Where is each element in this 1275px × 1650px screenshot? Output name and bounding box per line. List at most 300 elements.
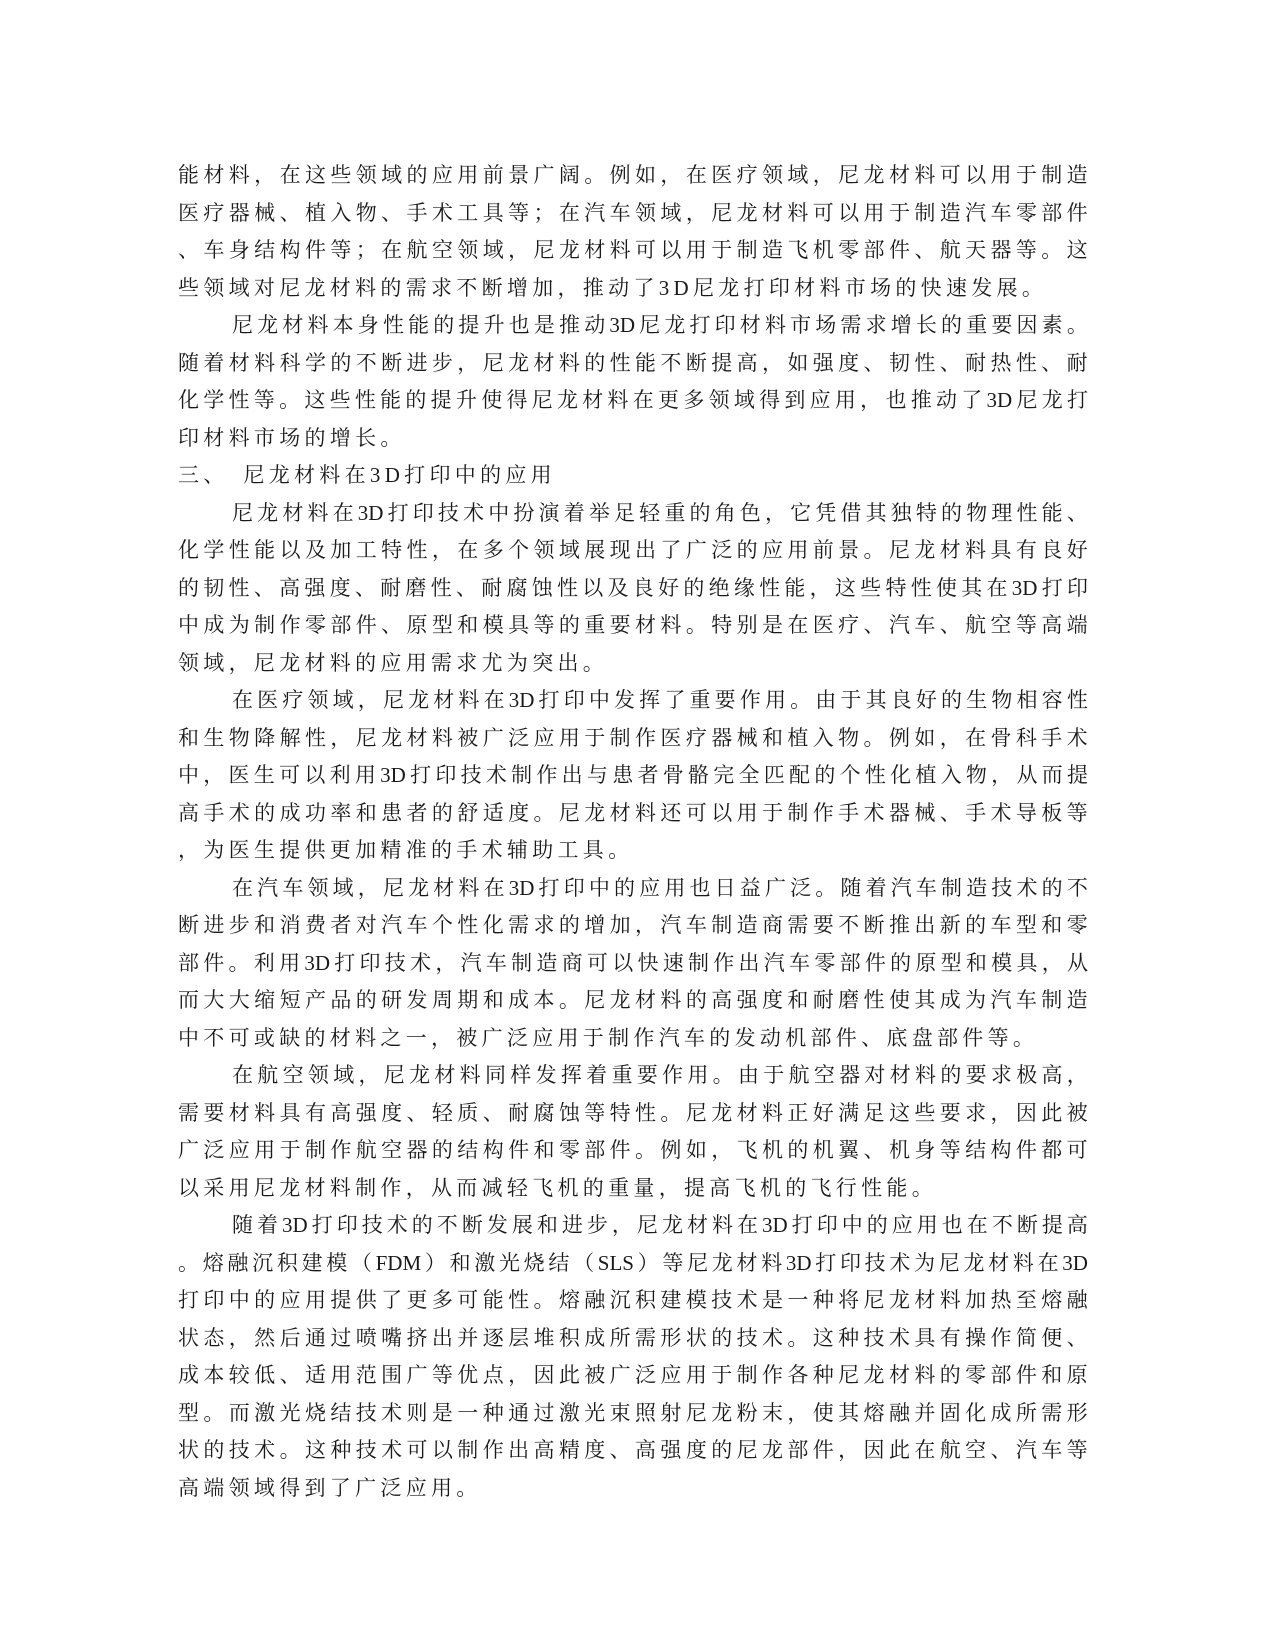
text-char: 则 — [406, 1400, 428, 1425]
text-char: 航 — [939, 238, 961, 262]
text-char: 生 — [966, 688, 988, 712]
text-char: 的 — [330, 350, 352, 375]
text-char: 度 — [838, 350, 860, 375]
text-char: 提 — [711, 350, 733, 375]
text-line: ，为医生提供更加精准的手术辅助工具。 — [178, 838, 634, 862]
text-char: 中 — [588, 688, 610, 712]
text-char: 因 — [533, 1363, 555, 1387]
text-char: 制 — [941, 875, 963, 900]
text-char: 器 — [711, 725, 733, 750]
text-char: 步 — [586, 1213, 608, 1237]
text-char: 于 — [584, 725, 606, 750]
text-char: 不 — [660, 350, 682, 375]
text-char: 空 — [813, 1063, 835, 1087]
text-char: 利 — [329, 763, 351, 787]
text-char: 等 — [1066, 800, 1088, 825]
text-char: 工 — [457, 200, 479, 225]
text-char: 了 — [660, 538, 682, 562]
text-line — [178, 795, 1088, 833]
text-char: 尼 — [531, 388, 553, 412]
text-char: 用 — [457, 163, 479, 187]
text-char: 以 — [965, 163, 987, 187]
text-char: 及 — [304, 538, 326, 562]
text-char: 植 — [787, 725, 809, 750]
text-char: 、 — [914, 238, 936, 262]
text-char: 种 — [812, 1363, 834, 1387]
text-char: 尼 — [232, 313, 253, 337]
text-char: 广 — [406, 1363, 428, 1387]
text-char: 的 — [711, 1438, 733, 1462]
text-char: 汽 — [763, 950, 785, 975]
text-char: 疗 — [203, 200, 225, 225]
text-char: 空 — [282, 1063, 304, 1087]
text-char: 部 — [787, 1438, 809, 1462]
text-char: 广 — [533, 163, 555, 187]
text-char: 强 — [736, 988, 758, 1012]
text-char: 能 — [178, 163, 199, 187]
text-char: 性 — [1015, 350, 1037, 375]
text-char: 部 — [990, 1363, 1012, 1387]
text-char: ， — [1066, 1063, 1088, 1087]
text-char: 精 — [558, 1438, 580, 1462]
text-char: 患 — [612, 763, 634, 787]
text-char: 器 — [839, 1063, 861, 1087]
text-char: 作 — [990, 1325, 1012, 1350]
text-char: ， — [357, 875, 379, 900]
text-char: 强 — [355, 1100, 377, 1125]
text-char: 造 — [736, 913, 758, 937]
text-char: 制 — [609, 725, 631, 750]
text-char: 展 — [511, 1213, 533, 1237]
text-char: 产 — [304, 988, 326, 1012]
text-char: 大 — [203, 988, 225, 1012]
text-char: 而 — [178, 988, 199, 1012]
text-char: ， — [787, 1400, 809, 1425]
text-char: 可 — [586, 950, 608, 975]
text-char: 材 — [228, 350, 250, 375]
text-line — [178, 607, 1088, 645]
text-line: 领域，尼龙材料的应用需求尤为突出。 — [178, 650, 609, 675]
text-char: 化 — [178, 538, 199, 562]
text-char: 件 — [888, 238, 910, 262]
text-char: ， — [508, 238, 530, 262]
text-char: 增 — [890, 313, 912, 337]
text-char: 。 — [533, 1288, 555, 1312]
text-char: 射 — [660, 1400, 682, 1425]
text-char: 凭 — [815, 500, 837, 525]
text-char: 在 — [381, 238, 403, 262]
text-line — [178, 945, 1088, 983]
text-char: 发 — [535, 1063, 557, 1087]
text-char: 打 — [1041, 575, 1063, 600]
text-char: 龙 — [609, 988, 631, 1012]
text-char: 素 — [1041, 313, 1063, 337]
text-char: 造 — [536, 950, 558, 975]
text-char: 极 — [1016, 1063, 1038, 1087]
text-char: 物 — [991, 688, 1013, 712]
text-char: 造 — [1066, 988, 1088, 1012]
text-char: 前 — [812, 538, 834, 562]
text-char: 适 — [482, 800, 504, 825]
text-char: 在 — [483, 688, 505, 712]
text-char: 材 — [939, 538, 961, 562]
text-char: 以 — [431, 1438, 453, 1462]
text-char: 印 — [714, 313, 736, 337]
text-char: 龙 — [863, 1363, 885, 1387]
text-char: 益 — [739, 875, 761, 900]
text-char: 也 — [689, 875, 711, 900]
text-char: 板 — [1041, 800, 1063, 825]
text-line — [178, 1095, 1088, 1133]
text-char: 些 — [860, 575, 882, 600]
text-char: ， — [203, 763, 225, 787]
text-char: 熔 — [202, 1250, 224, 1275]
text-char: 独 — [890, 500, 912, 525]
text-char: 医 — [660, 725, 682, 750]
text-char: 种 — [812, 1288, 834, 1312]
text-char: 束 — [609, 1400, 631, 1425]
text-char: 医 — [257, 688, 279, 712]
text-char: 打 — [791, 1213, 813, 1237]
text-char: 烧 — [523, 1250, 545, 1275]
text-char: 展 — [584, 538, 606, 562]
text-char: 、 — [253, 575, 275, 600]
text-char: 车 — [203, 238, 225, 262]
text-char: 。 — [1066, 313, 1088, 337]
text-char: 的 — [939, 1363, 961, 1387]
text-char: 料 — [761, 1100, 783, 1125]
text-char: 物 — [228, 725, 250, 750]
text-char: 推 — [559, 313, 581, 337]
text-char: 天 — [965, 238, 987, 262]
text-char: 在 — [787, 613, 809, 637]
text-char: 本 — [203, 1363, 225, 1387]
text-char: 形 — [1066, 1400, 1088, 1425]
text-char: 能 — [635, 350, 657, 375]
text-char: 、 — [939, 613, 961, 637]
text-char: 型 — [1015, 913, 1037, 937]
text-char: 术 — [761, 1325, 783, 1350]
text-char: 零 — [965, 1363, 987, 1387]
text-char: ， — [809, 575, 831, 600]
text-char: 术 — [863, 800, 885, 825]
text-char: 韧 — [888, 350, 910, 375]
text-char: 的 — [866, 1213, 888, 1237]
text-char: 部 — [330, 613, 352, 637]
text-char: 解 — [279, 725, 301, 750]
text-char: 重 — [584, 613, 606, 637]
text-char: 车 — [685, 913, 707, 937]
text-char: 范 — [355, 1363, 377, 1387]
text-char: 构 — [990, 1138, 1012, 1162]
text-char: 都 — [1041, 1138, 1063, 1162]
text-char: 便 — [1041, 1325, 1063, 1350]
text-char: 在 — [632, 388, 654, 412]
text-char: 好 — [1066, 538, 1088, 562]
text-char: 航 — [257, 1063, 279, 1087]
text-char: 、 — [1066, 1325, 1088, 1350]
text-char: 光 — [498, 1250, 520, 1275]
text-char: 积 — [635, 1288, 657, 1312]
section-heading: 三、 尼龙材料在3D打印中的应用 — [178, 463, 556, 487]
text-char: 性 — [382, 313, 404, 337]
text-char: 制 — [1041, 163, 1063, 187]
text-char: 机 — [812, 238, 834, 262]
text-char: 、 — [279, 200, 301, 225]
text-char: 结 — [254, 238, 276, 262]
text-char: 简 — [1015, 1325, 1037, 1350]
text-char: 色 — [739, 500, 761, 525]
text-char: 、 — [990, 1438, 1012, 1462]
text-char: 领 — [457, 238, 479, 262]
text-char: 和 — [355, 800, 377, 825]
text-char: 件 — [1015, 1138, 1037, 1162]
text-char: 作 — [482, 1438, 504, 1462]
text-char: 制 — [787, 800, 809, 825]
text-char: 料 — [609, 238, 631, 262]
text-char: 重 — [611, 1063, 633, 1087]
text-char: ， — [635, 913, 657, 937]
text-char: 成 — [279, 800, 301, 825]
text-char: 飞 — [787, 238, 809, 262]
text-char: 对 — [355, 913, 377, 937]
text-char: 3D — [508, 875, 535, 900]
text-char: 能 — [254, 538, 276, 562]
text-char: 域 — [482, 238, 504, 262]
text-char: 用 — [304, 1288, 326, 1312]
text-char: 空 — [431, 238, 453, 262]
text-line — [178, 345, 1088, 383]
text-char: 、 — [455, 575, 477, 600]
text-char: 发 — [406, 988, 428, 1012]
text-char: 磨 — [838, 988, 860, 1012]
text-char: 可 — [685, 800, 707, 825]
text-char: 轻 — [431, 1100, 453, 1125]
text-char: 在 — [736, 1213, 758, 1237]
text-char: 汽 — [584, 200, 606, 225]
text-char: 龙 — [711, 1400, 733, 1425]
text-char: 种 — [482, 1400, 504, 1425]
text-char: 化 — [482, 913, 504, 937]
text-char: 用 — [330, 1363, 352, 1387]
text-char: 作 — [713, 950, 735, 975]
text-char: 、 — [863, 613, 885, 637]
text-char: 的 — [433, 313, 455, 337]
text-char: 堆 — [533, 1325, 555, 1350]
text-char: 不 — [1066, 875, 1088, 900]
text-char: 这 — [888, 1100, 910, 1125]
text-char: 用 — [990, 163, 1012, 187]
text-char: 要 — [939, 1100, 961, 1125]
text-char: 配 — [789, 763, 811, 787]
text-char: 长 — [915, 313, 937, 337]
text-char: 推 — [888, 913, 910, 937]
text-char: 断 — [863, 913, 885, 937]
text-char: 了 — [961, 388, 983, 412]
text-char: 料 — [915, 1063, 937, 1087]
text-char: 患 — [381, 800, 403, 825]
text-line — [178, 1282, 1088, 1320]
text-char: 要 — [812, 913, 834, 937]
text-char: 料 — [660, 613, 682, 637]
text-char: 周 — [431, 988, 453, 1012]
text-char: 并 — [457, 1325, 479, 1350]
text-char: 性 — [304, 725, 326, 750]
text-char: 印 — [435, 763, 457, 787]
text-char: 3D — [380, 763, 406, 787]
text-char: 特 — [711, 613, 733, 637]
text-char: 的 — [558, 613, 580, 637]
text-char: ， — [660, 163, 682, 187]
text-char: 车 — [1041, 1438, 1063, 1462]
text-char: 速 — [662, 950, 684, 975]
text-char: 作 — [635, 725, 657, 750]
text-char: 应 — [660, 1363, 682, 1387]
text-char: ， — [711, 1138, 733, 1162]
text-char: 中 — [841, 1213, 863, 1237]
text-char: 和 — [1041, 913, 1063, 937]
text-char: ， — [838, 1438, 860, 1462]
text-char: 同 — [484, 1063, 506, 1087]
text-char: 科 — [1015, 725, 1037, 750]
text-char: 者 — [637, 763, 659, 787]
text-char: 汽 — [990, 988, 1012, 1012]
text-char: 需 — [1041, 1400, 1063, 1425]
text-char: 术 — [410, 950, 432, 975]
text-char: 被 — [457, 725, 479, 750]
text-char: 是 — [431, 1400, 453, 1425]
text-char: 尼 — [482, 350, 504, 375]
text-char: 成 — [584, 1325, 606, 1350]
text-char: 领 — [635, 200, 657, 225]
text-char: 域 — [332, 875, 354, 900]
text-char: 械 — [914, 800, 936, 825]
text-char: 入 — [940, 763, 962, 787]
text-char: 被 — [584, 1363, 606, 1387]
text-char: 升 — [483, 313, 505, 337]
text-char: 以 — [279, 538, 301, 562]
text-char: 本 — [332, 313, 354, 337]
text-char: 多 — [683, 388, 705, 412]
text-char: 化 — [965, 1400, 987, 1425]
text-char: 高 — [1066, 1213, 1088, 1237]
text-char: 汽 — [1015, 1438, 1037, 1462]
text-char: 等 — [1015, 238, 1037, 262]
text-char: 制 — [711, 913, 733, 937]
text-char: 作 — [536, 763, 558, 787]
text-char: 于 — [279, 1138, 301, 1162]
text-char: 的 — [736, 538, 758, 562]
text-char: 断 — [461, 1213, 483, 1237]
text-char: 骨 — [990, 725, 1012, 750]
text-line — [178, 532, 1088, 570]
text-char: 用 — [863, 200, 885, 225]
text-char: 术 — [736, 1288, 758, 1312]
text-char: 消 — [279, 913, 301, 937]
text-char: 利 — [253, 950, 275, 975]
text-char: 部 — [1041, 200, 1063, 225]
text-char: 。 — [712, 1063, 734, 1087]
text-char: 端 — [1066, 613, 1088, 637]
text-char: 相 — [1016, 688, 1038, 712]
text-char: 龙 — [963, 1250, 985, 1275]
text-line — [178, 682, 1088, 720]
text-char: 用 — [687, 1063, 709, 1087]
text-char: 打 — [538, 875, 560, 900]
text-char: 域 — [381, 163, 403, 187]
text-char: 质 — [457, 1100, 479, 1125]
text-char: 造 — [761, 238, 783, 262]
text-char: 有 — [939, 1325, 961, 1350]
text-char: 用 — [558, 725, 580, 750]
text-char: 。 — [203, 1400, 225, 1425]
text-char: 新 — [939, 913, 961, 937]
text-char: ， — [860, 388, 882, 412]
text-char: 材 — [582, 388, 604, 412]
text-char: 借 — [840, 500, 862, 525]
text-char: 降 — [254, 725, 276, 750]
text-char: 件 — [355, 613, 377, 637]
text-char: 因 — [863, 1438, 885, 1462]
text-char: 这 — [304, 1438, 326, 1462]
text-char: 龙 — [584, 800, 606, 825]
text-char: 型 — [178, 1400, 199, 1425]
text-char: 于 — [711, 238, 733, 262]
text-char: 印 — [336, 1213, 358, 1237]
text-char: 于 — [1015, 163, 1037, 187]
text-char: 还 — [660, 800, 682, 825]
text-char: 龙 — [257, 500, 279, 525]
text-char: 以 — [582, 575, 604, 600]
text-char: 其 — [865, 500, 887, 525]
text-char: 身 — [914, 1138, 936, 1162]
text-char: 造 — [939, 200, 961, 225]
text-line — [178, 1357, 1088, 1395]
text-char: 加 — [330, 538, 352, 562]
text-char: 料 — [228, 163, 250, 187]
text-char: 点 — [482, 1363, 504, 1387]
text-char: 域 — [660, 200, 682, 225]
text-char: 料 — [914, 1363, 936, 1387]
text-char: 、 — [863, 1138, 885, 1162]
text-char: 机 — [761, 1138, 783, 1162]
text-char: 制 — [511, 950, 533, 975]
text-char: 尼 — [736, 1438, 758, 1462]
text-char: 车 — [406, 913, 428, 937]
text-char: 它 — [790, 500, 812, 525]
text-char: 和 — [536, 1213, 558, 1237]
text-char: 广 — [482, 725, 504, 750]
text-char: 。 — [279, 388, 301, 412]
text-char: 特 — [381, 538, 403, 562]
text-char: 车 — [1015, 988, 1037, 1012]
text-char: 提 — [1066, 763, 1088, 787]
text-char: 其 — [914, 988, 936, 1012]
text-char: 要 — [714, 688, 736, 712]
text-char: 手 — [203, 800, 225, 825]
text-char: 性 — [457, 913, 479, 937]
text-char: 3D — [282, 1213, 308, 1237]
text-char: 领 — [355, 163, 377, 187]
text-char: ， — [991, 763, 1013, 787]
text-char: 件 — [609, 1138, 631, 1162]
text-char: 制 — [914, 200, 936, 225]
text-line — [178, 195, 1088, 233]
text-char: 的 — [203, 1438, 225, 1462]
text-char: 印 — [816, 1213, 838, 1237]
text-char: 照 — [635, 1400, 657, 1425]
text-char: 绝 — [708, 575, 730, 600]
